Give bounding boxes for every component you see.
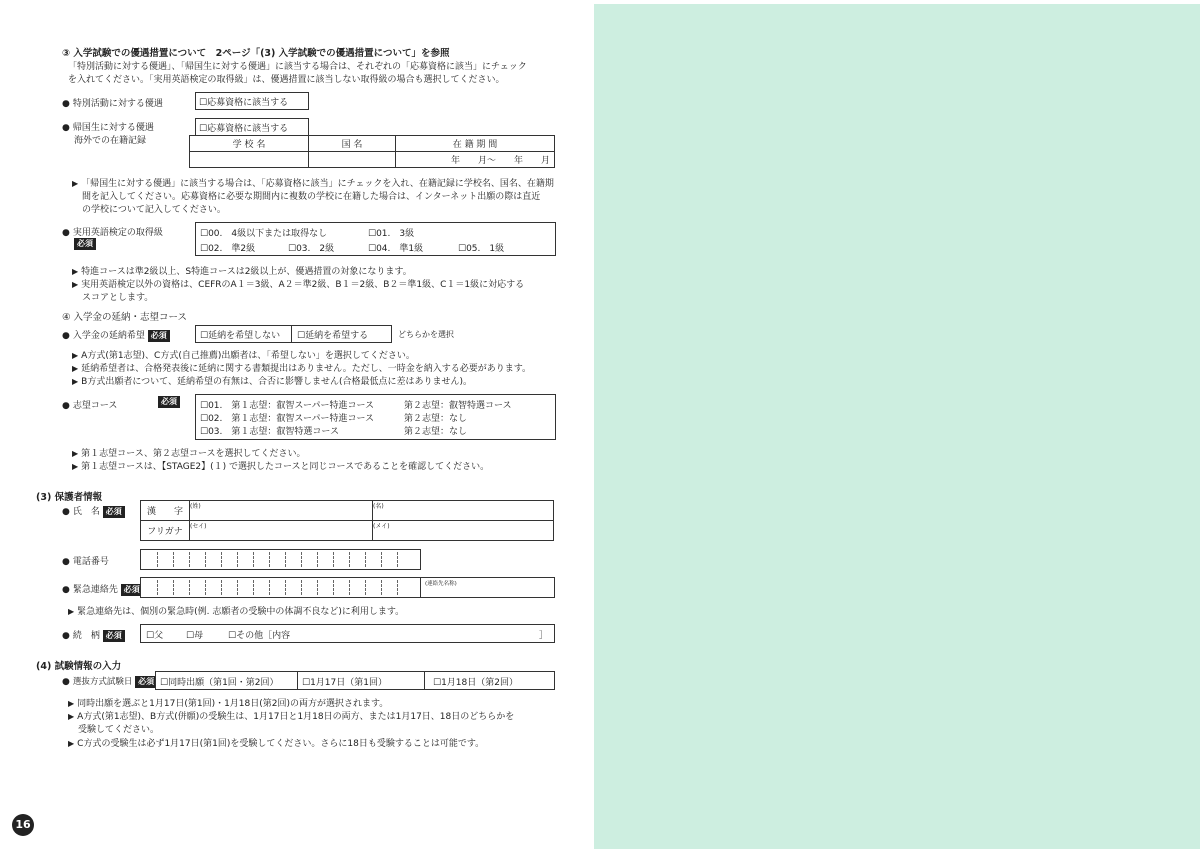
digit-separator <box>173 580 174 595</box>
given-name-kana-input[interactable] <box>373 521 554 541</box>
returnee-note-3: の学校について記入してください。 <box>82 205 226 215</box>
eiken-note-3: スコアとします。 <box>82 293 154 303</box>
kanji-label: 漢 字 <box>141 501 190 521</box>
school-header: 学 校 名 <box>190 136 309 152</box>
returnee-note-1: ▶ 「帰国生に対する優遇」に該当する場合は、「応募資格に該当」にチェックを入れ、在籍記録に学校名、国名、在籍期 <box>72 176 554 189</box>
digit-separator <box>205 552 206 567</box>
course-option-03[interactable]: ☐ 03. 第１志望：叡智特選コース <box>200 424 339 437</box>
eiken-option-05[interactable]: ☐ 05. 1級 <box>458 241 504 254</box>
exam-note-4: ▶ C方式の受験生は必ず1月17日(第1回)を受験してください。さらに18日も受験することは可能です。 <box>68 736 484 749</box>
digit-separator <box>221 580 222 595</box>
returnee-label: ● 帰国生に対する優遇 <box>62 120 154 133</box>
relation-mother[interactable]: ☐ 母 <box>186 628 203 641</box>
preferential-intro-2: を入れてください。「実用英語検定の取得級」は、優遇措置に該当しない取得級の場合も選択してください。 <box>68 75 505 85</box>
right-page-blank <box>594 4 1200 849</box>
digit-separator <box>301 552 302 567</box>
returnee-record-label: 海外での在籍記録 <box>74 136 147 146</box>
digit-separator <box>189 552 190 567</box>
guardian-name-label: ● 氏 名 必須 <box>62 504 125 518</box>
course-label: ● 志望コース <box>62 398 117 411</box>
eiken-options-box <box>195 222 556 256</box>
eiken-option-03[interactable]: ☐ 03. 2級 <box>288 241 334 254</box>
exam-note-3: 受験してください。 <box>78 725 160 735</box>
digit-separator <box>253 552 254 567</box>
digit-separator <box>237 552 238 567</box>
digit-separator <box>365 580 366 595</box>
relation-label: ● 続 柄 必須 <box>62 628 125 642</box>
relation-bracket-close: ］ <box>539 631 549 641</box>
digit-separator <box>285 552 286 567</box>
eiken-option-02[interactable]: ☐ 02. 準2級 <box>200 241 255 254</box>
exam-option-jan17[interactable]: ☐ 1月17日（第1回） <box>302 675 387 688</box>
digit-separator <box>333 580 334 595</box>
exam-option-both[interactable]: ☐ 同時出願（第1回・第2回） <box>160 675 279 688</box>
contact-name-hint: (連絡先名称) <box>425 581 457 587</box>
returnee-option: ☐ 応募資格に該当する <box>199 121 288 134</box>
relation-other[interactable]: ☐ その他［内容 <box>228 628 290 641</box>
exam-note-2: ▶ A方式(第1志望)、B方式(併願)の受験生は、1月17日と1月18日の両方、または1月17日、18日のどちらかを <box>68 709 514 722</box>
furigana-label: フリガナ <box>141 521 190 541</box>
surname-input[interactable] <box>190 501 373 521</box>
digit-separator <box>269 552 270 567</box>
required-badge: 必須 <box>121 584 143 596</box>
given-name-input[interactable] <box>373 501 554 521</box>
digit-separator <box>381 580 382 595</box>
exam-heading: (4) 試験情報の入力 <box>36 661 122 672</box>
emergency-input[interactable] <box>140 577 555 598</box>
deferral-no-option[interactable]: ☐ 延納を希望しない <box>200 328 280 341</box>
country-header: 国 名 <box>309 136 396 152</box>
exam-date-options-box <box>155 671 555 690</box>
digit-separator <box>173 552 174 567</box>
course-note-1: ▶ 第１志望コース、第２志望コースを選択してください。 <box>72 446 306 459</box>
preferential-heading: ③ 入学試験での優遇措置について 2ページ「(3) 入学試験での優遇措置について」を参照 <box>62 48 450 59</box>
required-badge: 必須 <box>158 396 180 408</box>
digit-separator <box>397 580 398 595</box>
exam-option-jan18[interactable]: ☐ 1月18日（第2回） <box>433 675 518 688</box>
required-badge: 必須 <box>148 330 170 342</box>
required-badge: 必須 <box>103 506 125 518</box>
relation-father[interactable]: ☐ 父 <box>146 628 163 641</box>
digit-separator <box>157 580 158 595</box>
school-input[interactable] <box>190 152 309 168</box>
required-badge: 必須 <box>74 238 96 250</box>
course-options-box <box>195 394 556 440</box>
eiken-option-04[interactable]: ☐ 04. 準1級 <box>368 241 423 254</box>
digit-separator <box>349 552 350 567</box>
digit-separator <box>253 580 254 595</box>
surname-kana-input[interactable] <box>190 521 373 541</box>
course-option-02[interactable]: ☐ 02. 第１志望：叡智スーパー特進コース <box>200 411 374 424</box>
digit-separator <box>301 580 302 595</box>
relation-options-box <box>140 624 555 643</box>
country-input[interactable] <box>309 152 396 168</box>
page-number: 16 <box>12 814 34 836</box>
digit-separator <box>381 552 382 567</box>
surname-hint: (姓) <box>190 503 201 510</box>
eiken-label: ● 実用英語検定の取得級 <box>62 225 163 238</box>
special-activity-label: ● 特別活動に対する優遇 <box>62 96 163 109</box>
returnee-note-2: 間を記入してください。応募資格に必要な期間内に複数の学校に在籍した場合は、インターネット出願の際は直近 <box>82 192 541 202</box>
course-option-03-second: 第２志望：なし <box>404 427 468 437</box>
guardian-name-table <box>140 500 554 541</box>
required-badge: 必須 <box>135 676 157 688</box>
digit-separator <box>349 580 350 595</box>
left-page <box>0 0 592 849</box>
digit-separator <box>317 580 318 595</box>
digit-separator <box>365 552 366 567</box>
phone-label: ● 電話番号 <box>62 554 109 567</box>
returnee-record-table <box>189 135 555 168</box>
required-badge: 必須 <box>103 630 125 642</box>
eiken-option-00[interactable]: ☐ 00. 4級以下または取得なし <box>200 226 327 239</box>
deferral-heading: ④ 入学金の延納・志望コース <box>62 312 188 323</box>
surname-kana-hint: (セイ) <box>190 523 207 530</box>
period-input[interactable]: 年 月～ 年 月 <box>396 152 555 168</box>
emergency-note: ▶ 緊急連絡先は、個別の緊急時(例. 志願者の受験中の体調不良など)に利用します。 <box>68 604 404 617</box>
digit-separator <box>285 580 286 595</box>
deferral-hint: どちらかを選択 <box>398 330 454 339</box>
digit-separator <box>237 580 238 595</box>
course-option-01[interactable]: ☐ 01. 第１志望：叡智スーパー特進コース <box>200 398 374 411</box>
exam-note-1: ▶ 同時出願を選ぶと1月17日(第1回)・1月18日(第2回)の両方が選択されます。 <box>68 696 388 709</box>
returnee-checkbox[interactable] <box>195 118 309 136</box>
special-activity-checkbox[interactable] <box>195 92 309 110</box>
preferential-intro-1: 「特別活動に対する優遇」、「帰国生に対する優遇」に該当する場合は、それぞれの「応募資格に該当」にチェック <box>68 62 527 72</box>
digit-separator <box>157 552 158 567</box>
deferral-yes-option[interactable]: ☐ 延納を希望する <box>297 328 368 341</box>
deferral-options-box <box>195 325 392 343</box>
phone-input[interactable] <box>140 549 421 570</box>
deferral-label: ● 入学金の延納希望 必須 <box>62 328 170 342</box>
guardian-heading: (3) 保護者情報 <box>36 492 103 503</box>
digit-separator <box>189 580 190 595</box>
eiken-note-1: ▶ 特進コースは準2級以上、S特進コースは2級以上が、優遇措置の対象になります。 <box>72 264 412 277</box>
given-name-kana-hint: (メイ) <box>373 523 390 530</box>
emergency-label: ● 緊急連絡先 必須 <box>62 582 143 596</box>
eiken-option-01[interactable]: ☐ 01. 3級 <box>368 226 414 239</box>
special-activity-option: ☐ 応募資格に該当する <box>199 95 288 108</box>
digit-separator <box>269 580 270 595</box>
course-option-01-second: 第２志望：叡智特選コース <box>404 401 512 411</box>
digit-separator <box>333 552 334 567</box>
course-note-2: ▶ 第１志望コースは、【STAGE2】(１) で選択したコースと同じコースであることを確認してください。 <box>72 459 489 472</box>
deferral-note-3: ▶ B方式出願者について、延納希望の有無は、合否に影響しません(合格最低点に差はありません)。 <box>72 374 472 387</box>
deferral-note-2: ▶ 延納希望者は、合格発表後に延納に関する書類提出はありません。ただし、一時金を納入する必要があります。 <box>72 361 531 374</box>
digit-separator <box>397 552 398 567</box>
eiken-note-2: ▶ 実用英語検定以外の資格は、CEFRのA１＝3級、A２＝準2級、B１＝2級、B２＝準1級、C１＝1級に対応する <box>72 277 524 290</box>
deferral-note-1: ▶ A方式(第1志望)、C方式(自己推薦)出願者は、「希望しない」を選択してください。 <box>72 348 415 361</box>
digit-separator <box>205 580 206 595</box>
digit-separator <box>221 552 222 567</box>
given-name-hint: (名) <box>373 503 384 510</box>
period-header: 在 籍 期 間 <box>396 136 555 152</box>
digit-separator <box>317 552 318 567</box>
exam-date-label: ● 選抜方式試験日 必須 <box>62 675 157 688</box>
course-option-02-second: 第２志望：なし <box>404 414 468 424</box>
